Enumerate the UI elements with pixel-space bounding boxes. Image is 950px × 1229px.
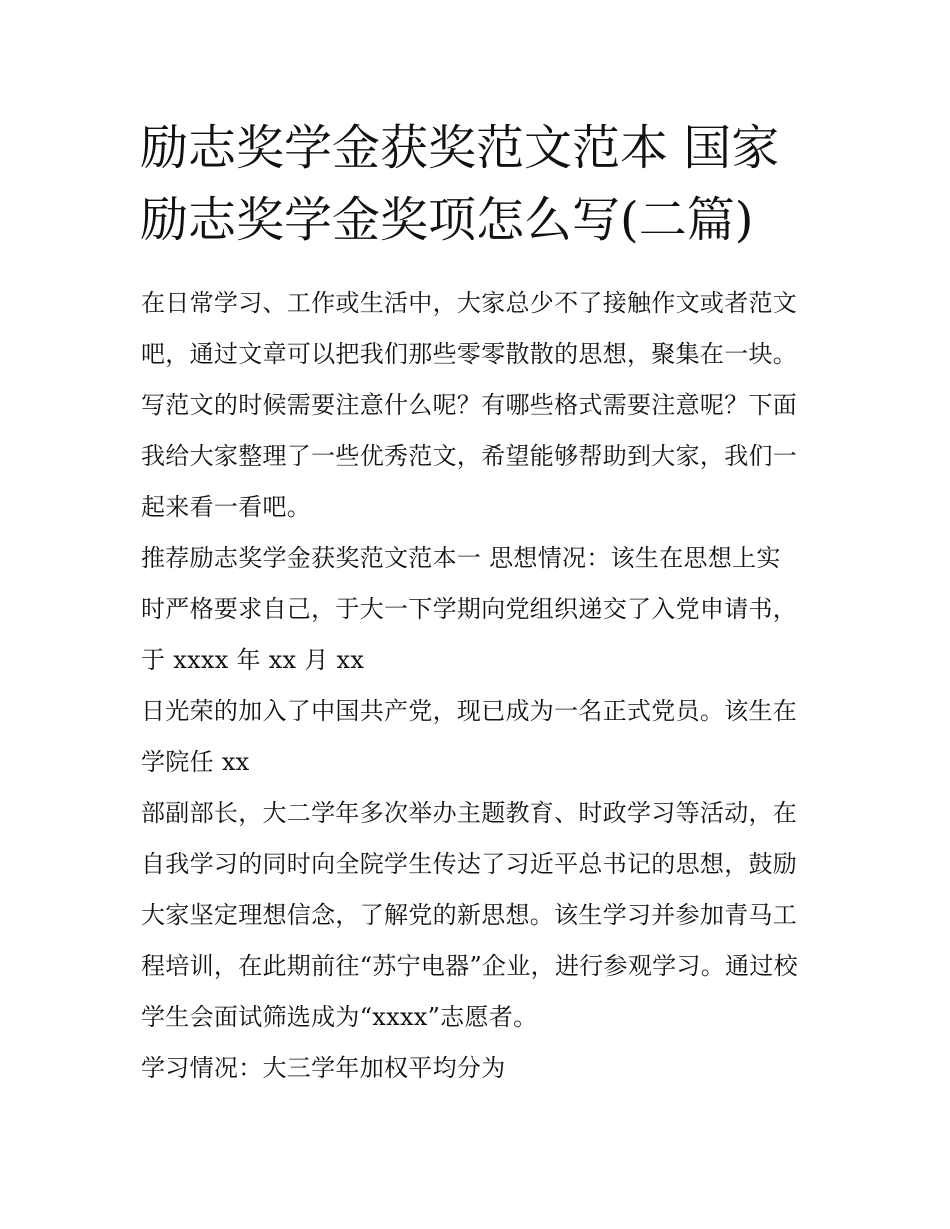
body-line: 吧，通过文章可以把我们那些零零散散的思想，聚集在一块。 [141,340,798,368]
body-line: 学生会面试筛选成为“xxxx”志愿者。 [141,1003,538,1031]
body-line: 自我学习的同时向全院学生传达了习近平总书记的思想，鼓励 [141,850,798,878]
body-line: 日光荣的加入了中国共产党，现已成为一名正式党员。该生在 [141,697,798,725]
body-line: 于 xxxx 年 xx 月 xx [141,646,365,674]
body-line: 写范文的时候需要注意什么呢？有哪些格式需要注意呢？下面 [141,391,798,419]
body-line: 在日常学习、工作或生活中，大家总少不了接触作文或者范文 [141,289,798,317]
document-title [140,112,820,256]
body-line: 学习情况：大三学年加权平均分为 [141,1054,506,1082]
body-line: 大家坚定理想信念，了解党的新思想。该生学习并参加青马工 [141,901,798,929]
body-line: 程培训，在此期前往“苏宁电器”企业，进行参观学习。通过校 [141,952,798,980]
body-line: 起来看一看吧。 [141,493,312,521]
body-line: 时严格要求自己，于大一下学期向党组织递交了入党申请书， [141,595,798,623]
body-line: 学院任 xx [141,748,250,776]
body-line: 我给大家整理了一些优秀范文，希望能够帮助到大家，我们一 [141,442,798,470]
body-line: 推荐励志奖学金获奖范文范本一 思想情况：该生在思想上实 [141,544,781,572]
title-line-2: 励志奖学金奖项怎么写(二篇) [140,192,754,248]
body-line: 部副部长，大二学年多次举办主题教育、时政学习等活动，在 [141,799,798,827]
document-body [141,278,821,1094]
title-line-1: 励志奖学金获奖范文范本 国家 [140,120,780,176]
